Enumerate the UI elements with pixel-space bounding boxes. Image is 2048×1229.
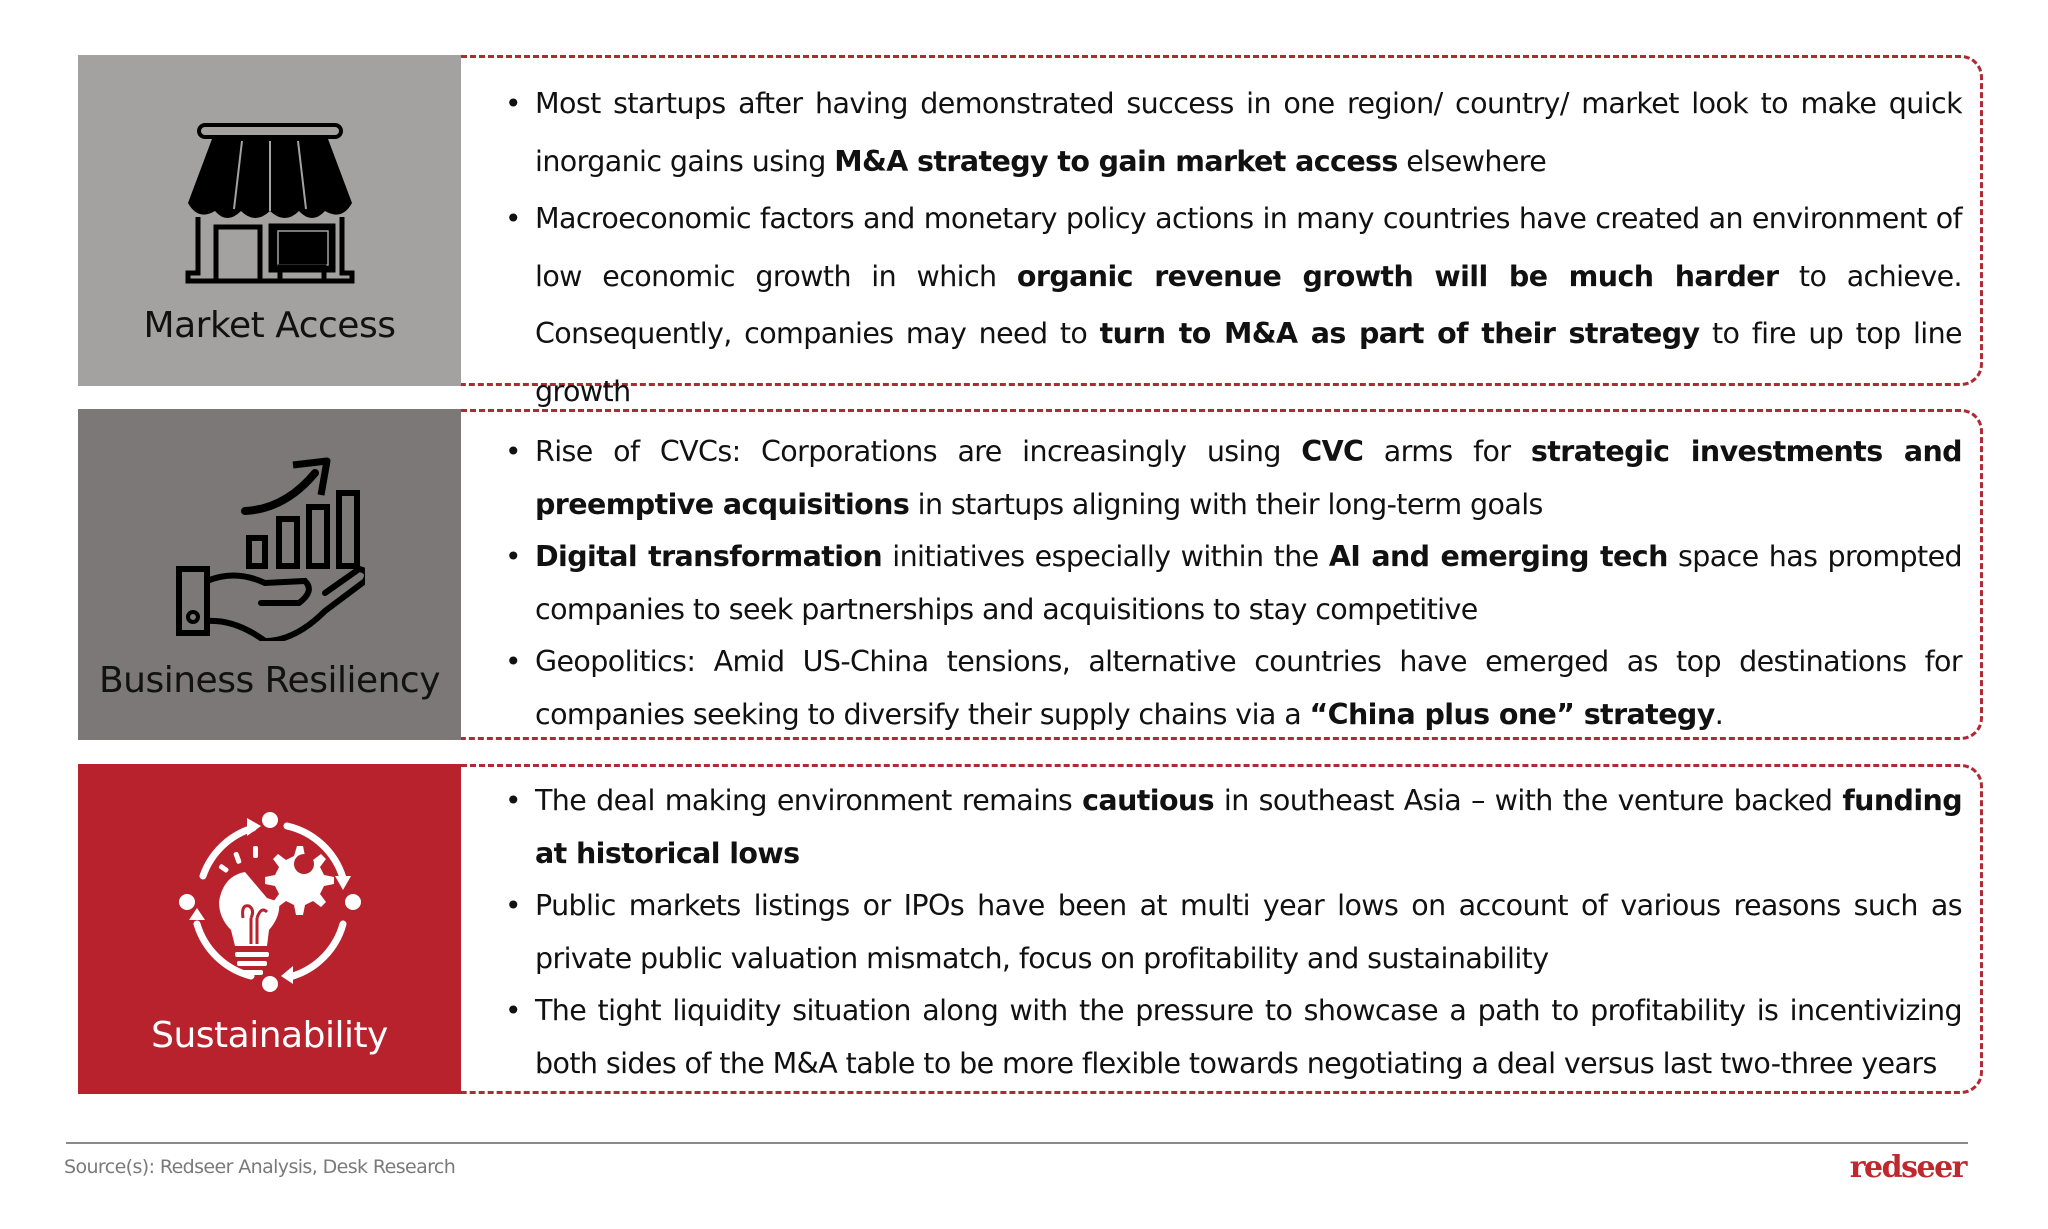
bullet-item bbox=[511, 775, 1962, 880]
bullet-text: elsewhere bbox=[1397, 144, 1547, 178]
footer-divider bbox=[66, 1142, 1968, 1144]
redseer-logo: redseer bbox=[1849, 1150, 1966, 1185]
bullet-item bbox=[511, 531, 1962, 636]
bullet-text: The tight liquidity situation along with the pressure to showcase a path to profitability is incentivizing both sides of the M&A table to be more flexible towards negotiating a deal versus last two-three years bbox=[535, 994, 1962, 1080]
bullet-text: Geopolitics: Amid US-China tensions, alternative countries have emerged as top destinations for companies seeking to diversify their supply chains via a bbox=[535, 645, 1962, 731]
bullet-emphasis: Digital transformation bbox=[535, 540, 883, 573]
bullet-emphasis: cautious bbox=[1082, 784, 1214, 817]
section-content-box bbox=[461, 764, 1983, 1094]
bullet-emphasis: “China plus one” strategy bbox=[1309, 697, 1715, 731]
bullet-text: Rise of CVCs: Corporations are increasingly using bbox=[535, 435, 1302, 468]
storefront-icon bbox=[182, 121, 358, 287]
section-sustainability bbox=[78, 764, 1983, 1094]
section-content-box bbox=[461, 409, 1983, 740]
hand-growth-chart-icon bbox=[175, 451, 365, 641]
bullet-text: initiatives especially within the bbox=[882, 540, 1329, 573]
section-business-resiliency bbox=[78, 409, 1983, 740]
source-note: Source(s): Redseer Analysis, Desk Research bbox=[64, 1156, 456, 1178]
section-content-box bbox=[461, 55, 1983, 408]
bullet-text: The deal making environment remains bbox=[535, 784, 1083, 817]
bullet-emphasis: CVC bbox=[1301, 435, 1364, 468]
bullet-text: arms for bbox=[1363, 435, 1531, 468]
lightbulb-gear-cycle-icon bbox=[175, 806, 365, 996]
section-title: Business Resiliency bbox=[98, 660, 441, 701]
bullet-text: Most startups after having demonstrated success in one region/ country/ market look to make quick inorganic gains using bbox=[535, 87, 1962, 178]
section-market-access bbox=[78, 55, 1983, 408]
bullet-list bbox=[511, 775, 1962, 1090]
bullet-text: to achieve. Consequently, companies may need to bbox=[535, 259, 1962, 350]
bullet-emphasis: funding at historical lows bbox=[535, 784, 1962, 870]
bullet-item bbox=[511, 75, 1962, 190]
bullet-text: space has prompted companies to seek partnerships and acquisitions to stay competitive bbox=[535, 540, 1962, 626]
bullet-item bbox=[511, 880, 1962, 985]
section-panel bbox=[78, 409, 461, 740]
section-title: Market Access bbox=[143, 305, 396, 346]
bullet-emphasis: M&A strategy to gain market access bbox=[834, 144, 1398, 178]
bullet-item bbox=[511, 985, 1962, 1090]
bullet-item bbox=[511, 636, 1962, 741]
section-panel bbox=[78, 55, 461, 386]
section-panel bbox=[78, 764, 461, 1094]
bullet-text: Public markets listings or IPOs have been at multi year lows on account of various reasons such as private public valuation mismatch, focus on profitability and sustainability bbox=[535, 889, 1962, 975]
bullet-text: Macroeconomic factors and monetary policy actions in many countries have created an environment of low economic growth in which bbox=[535, 202, 1962, 293]
bullet-emphasis: AI and emerging tech bbox=[1328, 540, 1668, 573]
bullet-emphasis: turn to M&A as part of their strategy bbox=[1099, 317, 1700, 350]
bullet-text: to fire up top line growth bbox=[535, 317, 1962, 408]
bullet-item bbox=[511, 426, 1962, 531]
bullet-emphasis: strategic investments and preemptive acquisitions bbox=[535, 435, 1962, 521]
bullet-text: . bbox=[1714, 697, 1724, 731]
bullet-text: in southeast Asia – with the venture backed bbox=[1213, 784, 1843, 817]
bullet-list bbox=[511, 75, 1962, 420]
bullet-emphasis: organic revenue growth will be much harder bbox=[1016, 259, 1779, 293]
section-title: Sustainability bbox=[151, 1015, 388, 1056]
bullet-item bbox=[511, 190, 1962, 420]
bullet-text: in startups aligning with their long-term goals bbox=[909, 487, 1543, 521]
bullet-list bbox=[511, 426, 1962, 741]
